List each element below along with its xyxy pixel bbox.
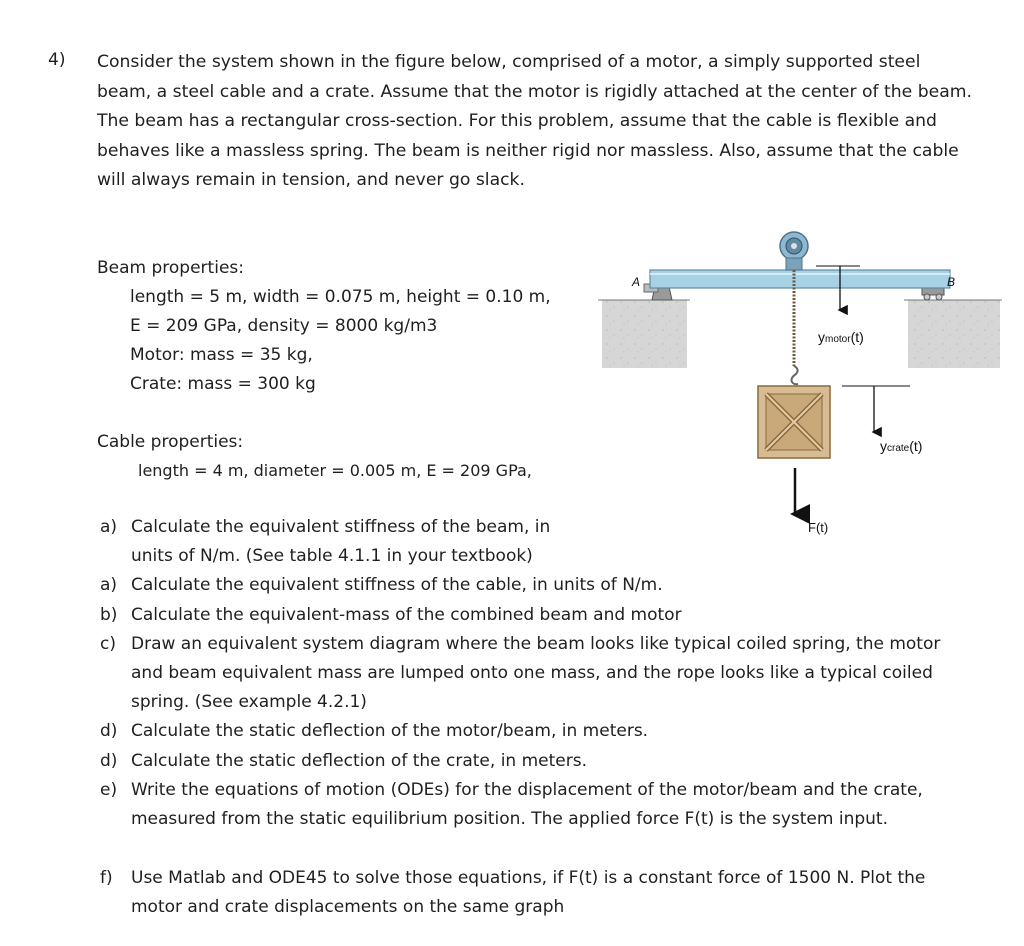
question-text: Draw an equivalent system diagram where the beam looks like typical coiled spring, the motor bbox=[131, 633, 941, 654]
question-text: spring. (See example 4.2.1) bbox=[131, 692, 367, 713]
left-support-ground bbox=[602, 300, 687, 368]
support-label-a: A bbox=[632, 275, 641, 289]
intro-line: will always remain in tension, and never go slack. bbox=[97, 170, 525, 190]
question-item bbox=[100, 630, 940, 718]
question-item bbox=[100, 776, 940, 834]
motor-mass: Motor: mass = 35 kg, bbox=[130, 345, 313, 365]
question-text: Calculate the static deflection of the motor/beam, in meters. bbox=[131, 721, 649, 742]
right-support-ground bbox=[908, 300, 1000, 368]
beam-material: E = 209 GPa, density = 8000 kg/m3 bbox=[130, 316, 438, 336]
question-text: Calculate the equivalent stiffness of the cable, in units of N/m. bbox=[131, 575, 663, 596]
question-marker: d) bbox=[100, 750, 118, 771]
question-text: and beam equivalent mass are lumped onto one mass, and the rope looks like a typical coiled bbox=[131, 663, 933, 684]
question-text: measured from the static equilibrium position. The applied force F(t) is the system input. bbox=[131, 809, 888, 830]
motor-displacement-label: ymotor(t) bbox=[818, 329, 864, 345]
question-marker: e) bbox=[100, 779, 118, 800]
question-item bbox=[100, 571, 940, 600]
intro-line: beam, a steel cable and a crate. Assume that the motor is rigidly attached at the center of the beam. bbox=[97, 81, 972, 102]
crate bbox=[758, 386, 830, 458]
question-item bbox=[100, 513, 940, 571]
question-marker: a) bbox=[100, 575, 118, 596]
question-text: Calculate the equivalent stiffness of the beam, in bbox=[131, 517, 551, 537]
question-item bbox=[100, 864, 940, 922]
beam-properties bbox=[130, 283, 551, 399]
question-text: motor and crate displacements on the same graph bbox=[131, 897, 565, 918]
steel-beam bbox=[650, 270, 950, 288]
beam-dimensions: length = 5 m, width = 0.075 m, height = 0.10 m, bbox=[130, 287, 551, 307]
question-text: Calculate the equivalent-mass of the combined beam and motor bbox=[131, 604, 682, 625]
problem-number: 4) bbox=[48, 50, 66, 70]
cable-properties: length = 4 m, diameter = 0.005 m, E = 209 GPa, bbox=[138, 461, 532, 480]
beam-properties-heading: Beam properties: bbox=[97, 258, 244, 278]
force-label: F(t) bbox=[808, 520, 829, 535]
question-item bbox=[100, 717, 940, 746]
intro-line: The beam has a rectangular cross-section. For this problem, assume that the cable is flexible and bbox=[97, 111, 937, 131]
question-marker: f) bbox=[100, 868, 113, 889]
roller-support-b bbox=[922, 288, 944, 300]
problem-intro bbox=[97, 48, 1002, 196]
question-marker: c) bbox=[100, 633, 116, 654]
crate-displacement-label: ycrate(t) bbox=[880, 438, 923, 454]
question-marker: a) bbox=[100, 517, 118, 537]
support-label-b: B bbox=[947, 275, 956, 289]
cable-hook bbox=[792, 366, 799, 384]
system-figure bbox=[590, 228, 1010, 548]
question-text: Write the equations of motion (ODEs) for the displacement of the motor/beam and the crate, bbox=[131, 779, 923, 800]
question-text: Use Matlab and ODE45 to solve those equations, if F(t) is a constant force of 1500 N. Plot the bbox=[131, 868, 926, 889]
question-text: units of N/m. (See table 4.1.1 in your textbook) bbox=[131, 546, 533, 567]
cable-properties-heading: Cable properties: bbox=[97, 432, 244, 452]
motor bbox=[780, 232, 808, 270]
question-item bbox=[100, 747, 940, 776]
intro-line: behaves like a massless spring. The beam is neither rigid nor massless. Also, assume that the cable bbox=[97, 140, 959, 161]
question-text: Calculate the static deflection of the crate, in meters. bbox=[131, 750, 587, 771]
question-marker: b) bbox=[100, 604, 118, 625]
question-item bbox=[100, 601, 940, 630]
intro-line: Consider the system shown in the figure below, comprised of a motor, a simply supported steel bbox=[97, 52, 921, 72]
question-list bbox=[100, 513, 940, 923]
crate-mass: Crate: mass = 300 kg bbox=[130, 374, 316, 394]
question-marker: d) bbox=[100, 721, 118, 742]
